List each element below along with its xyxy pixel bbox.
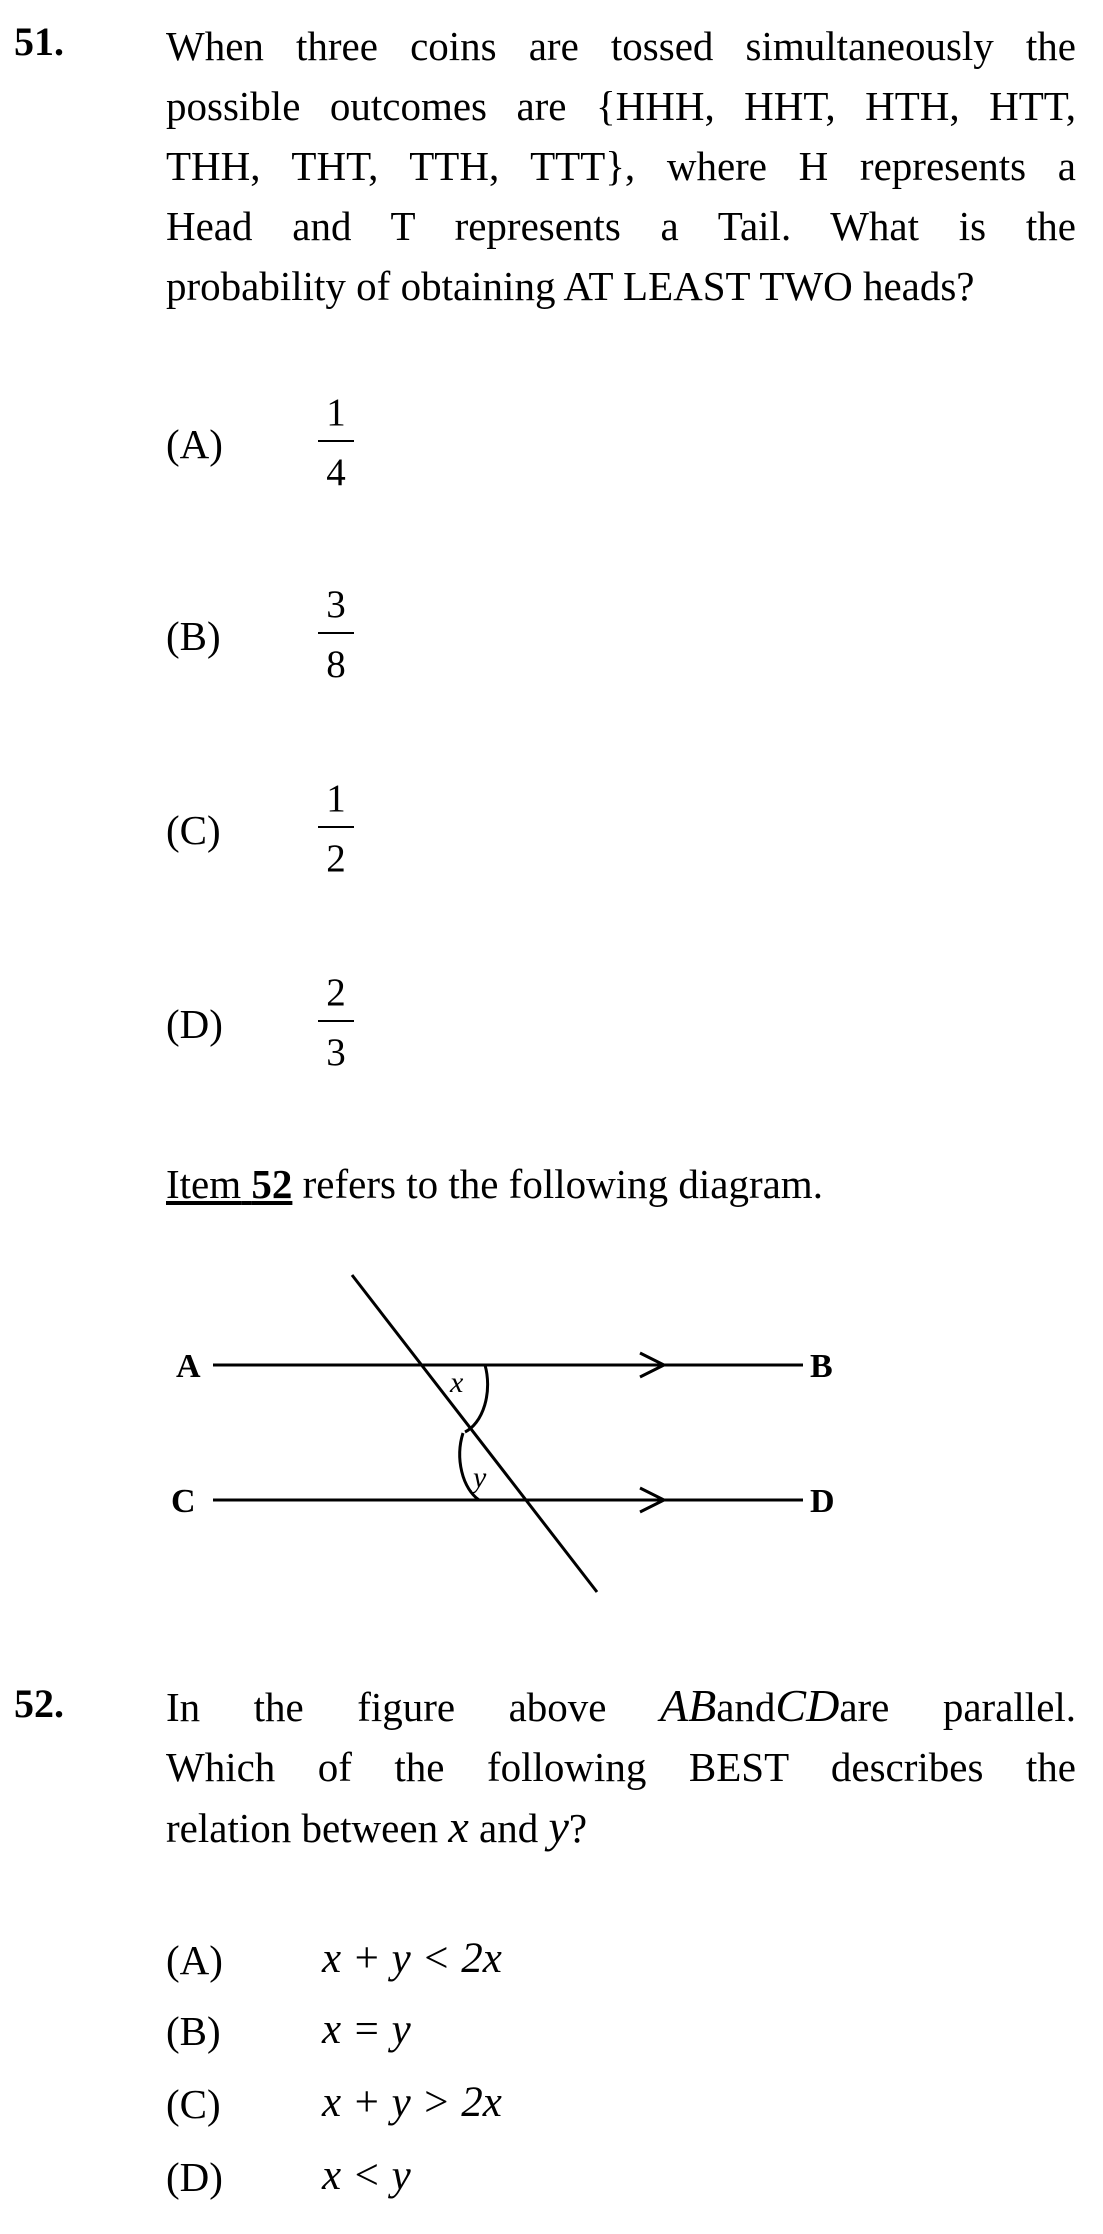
stem-line: Which of the following BEST describes the [166,1744,1076,1790]
point-a-label: A [176,1348,201,1385]
option-d-label: (D) [166,1001,223,1047]
point-b-label: B [810,1348,833,1385]
option-b-label: (B) [166,613,221,659]
angle-x-arc [465,1365,488,1432]
option-a-expression: x + y < 2x [322,1935,502,1982]
stem-line: THH, THT, TTH, TTT}, where H represents a [166,143,1076,189]
option-d-expression: x < y [322,2152,411,2199]
denominator: 4 [326,451,346,494]
question-52-stem [166,1676,1076,1858]
option-a-label: (A) [166,1937,223,1983]
option-d-label: (D) [166,2154,223,2200]
stem-line: possible outcomes are {HHH, HHT, HTH, HTT, [166,83,1076,129]
numerator: 1 [326,391,346,434]
numerator: 2 [326,971,346,1014]
angle-y-label: y [473,1461,487,1494]
stem-line: In the figure above ABandCDare parallel. [166,1680,1077,1731]
numerator: 1 [326,777,346,820]
stem-line: probability of obtaining AT LEAST TWO heads? [166,263,975,309]
item-reference-text: refers to the following diagram. [302,1161,823,1207]
denominator: 2 [326,837,346,880]
item-number: 52 [251,1161,293,1207]
transversal-line [352,1275,597,1592]
option-c-label: (C) [166,807,221,853]
stem-line: When three coins are tossed simultaneously the [166,23,1076,69]
option-b-label: (B) [166,2008,221,2054]
question-number-52: 52. [14,1681,64,1726]
option-c-label: (C) [166,2081,221,2127]
question-number-51: 51. [14,19,64,64]
denominator: 8 [326,643,346,686]
point-c-label: C [171,1483,196,1520]
denominator: 3 [326,1031,346,1074]
numerator: 3 [326,583,346,626]
option-c-expression: x + y > 2x [322,2079,502,2126]
option-b-expression: x = y [322,2006,411,2053]
point-d-label: D [810,1483,835,1520]
angle-x-label: x [450,1366,464,1399]
stem-line: relation between x and y? [166,1801,588,1852]
item-word: Item [166,1161,242,1207]
option-a-label: (A) [166,421,223,467]
stem-line: Head and T represents a Tail. What is the [166,203,1076,249]
